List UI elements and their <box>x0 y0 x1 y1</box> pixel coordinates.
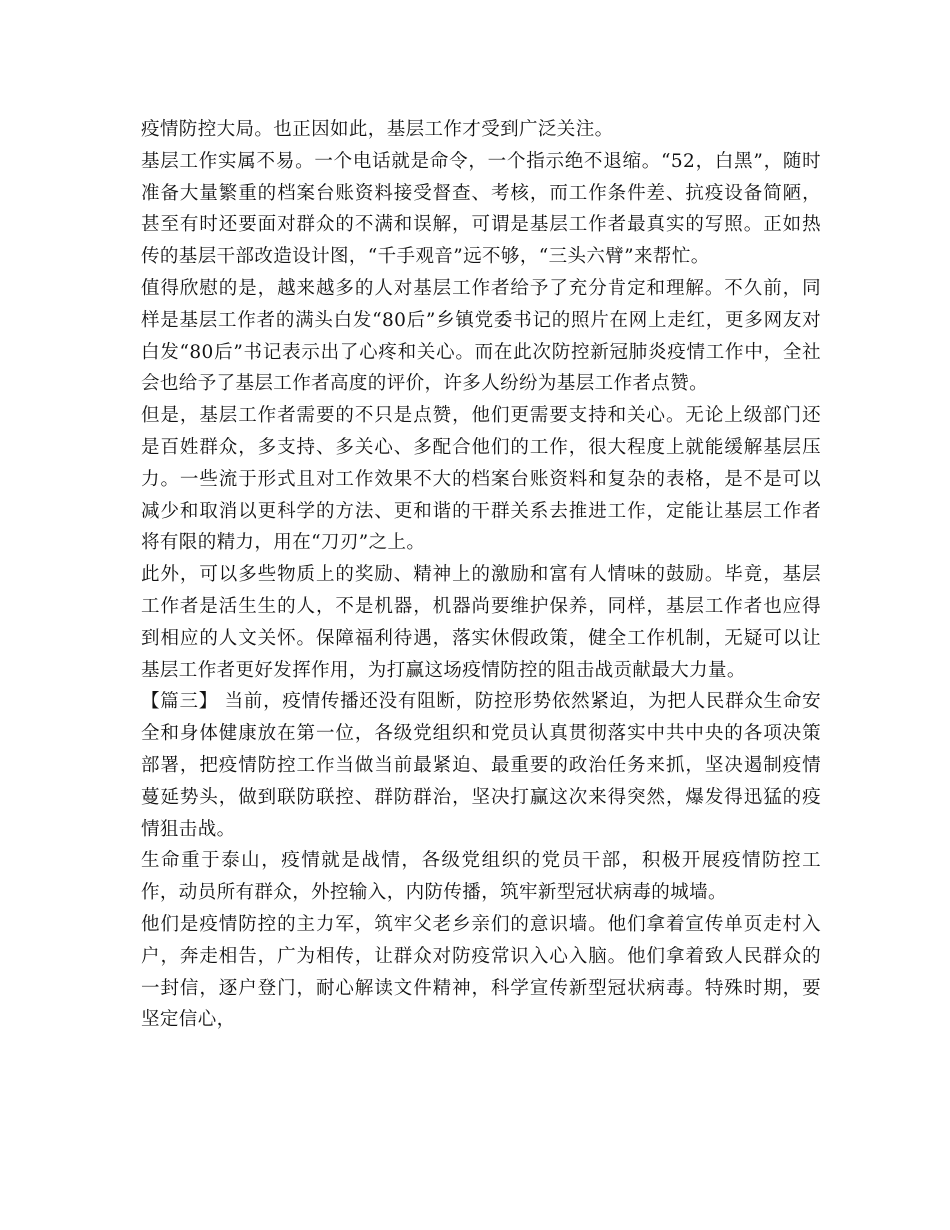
paragraph-1: 疫情防控大局。也正因如此，基层工作才受到广泛关注。 <box>141 119 614 140</box>
paragraph-4: 但是，基层工作者需要的不只是点赞，他们更需要支持和关心。无论上级部门还是百姓群众，多支持、多关心、多配合他们的工作，很大程度上就能缓解基层压力。一些流于形式且对工作效果不大的档案台账资料和复杂的表格，是不是可以减少和取消以更科学的方法、更和谐的干群关系去推进工作，定能让基层工作者将有限的精力，用在“刀刃”之上。 <box>141 405 821 554</box>
paragraph-2: 基层工作实属不易。一个电话就是命令，一个指示绝不退缩。“52，白黑”，随时准备大量繁重的档案台账资料接受督查、考核，而工作条件差、抗疫设备简陋，甚至有时还要面对群众的不满和误解，可谓是基层工作者最真实的写照。正如热传的基层干部改造设计图，“千手观音”远不够，“三头六臂”来帮忙。 <box>141 150 821 268</box>
paragraph-5: 此外，可以多些物质上的奖励、精神上的激励和富有人情味的鼓励。毕竟，基层工作者是活生生的人，不是机器，机器尚要维护保养，同样，基层工作者也应得到相应的人文关怀。保障福利待遇，落实休假政策，健全工作机制，无疑可以让基层工作者更好发挥作用，为打赢这场疫情防控的阻击战贡献最大力量。 <box>141 564 821 681</box>
paragraph-8: 他们是疫情防控的主力军，筑牢父老乡亲们的意识墙。他们拿着宣传单页走村入户，奔走相告，广为相传，让群众对防疫常识入心入脑。他们拿着致人民群众的一封信，逐户登门，耐心解读文件精神，科学宣传新型冠状病毒。特殊时期，要坚定信心， <box>141 913 821 1031</box>
paragraph-3: 值得欣慰的是，越来越多的人对基层工作者给予了充分肯定和理解。不久前，同样是基层工作者的满头白发“80后”乡镇党委书记的照片在网上走红，更多网友对白发“80后”书记表示出了心疼和关心。而在此次防控新冠肺炎疫情工作中，全社会也给予了基层工作者高度的评价，许多人纷纷为基层工作者点赞。 <box>141 277 821 395</box>
paragraph-7: 生命重于泰山，疫情就是战情，各级党组织的党员干部，积极开展疫情防控工作，动员所有群众，外控输入，内防传播，筑牢新型冠状病毒的城墙。 <box>141 850 821 904</box>
document-body <box>141 114 821 1036</box>
paragraph-6: 【篇三】 当前，疫情传播还没有阻断，防控形势依然紧迫，为把人民群众生命安全和身体健康放在第一位，各级党组织和党员认真贯彻落实中共中央的各项决策部署，把疫情防控工作当做当前最紧迫、最重要的政治任务来抓，坚决遏制疫情蔓延势头，做到联防联控、群防群治，坚决打赢这次来得突然，爆发得迅猛的疫情狙击战。 <box>141 691 821 840</box>
